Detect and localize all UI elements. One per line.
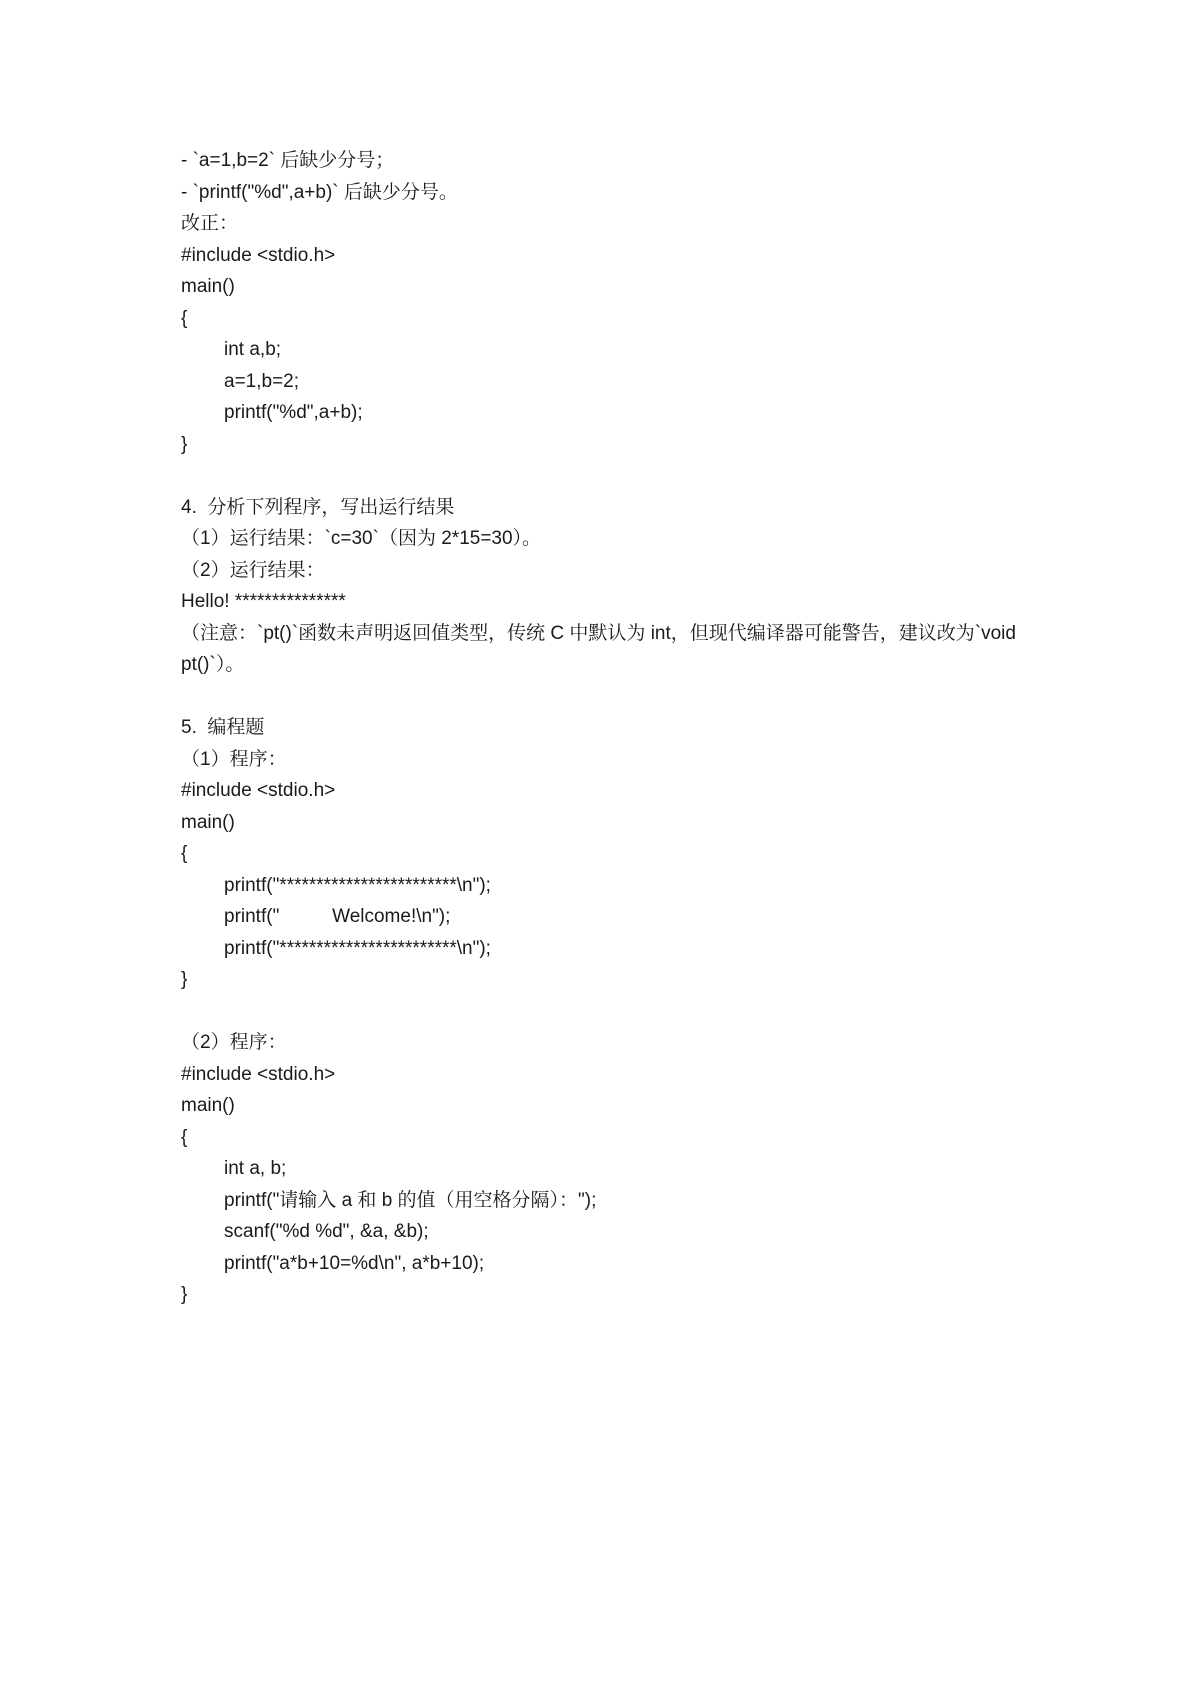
text-line: #include <stdio.h>: [181, 1063, 336, 1085]
code-line-indented: printf("************************\n");: [224, 874, 491, 896]
code-line-indented: int a, b;: [224, 1158, 287, 1179]
text-line: Hello! ***************: [181, 591, 346, 612]
text-line: （2）运行结果：: [181, 559, 325, 581]
text-line: 5. 编程题: [181, 717, 265, 738]
text-line: main(): [181, 811, 235, 833]
blank-line: [181, 460, 1041, 492]
text-line: {: [181, 843, 188, 864]
code-line-indented: printf("请输入 a 和 b 的值（用空格分隔）：");: [224, 1189, 597, 1211]
text-line: 4. 分析下列程序，写出运行结果: [181, 496, 455, 518]
text-line: }: [181, 1284, 188, 1305]
text-line: main(): [181, 276, 235, 297]
code-line-indented: scanf("%d %d", &a, &b);: [224, 1221, 429, 1242]
text-line: （1）程序：: [181, 748, 287, 770]
text-line: }: [181, 433, 188, 455]
text-line: #include <stdio.h>: [181, 244, 336, 266]
document-body: [181, 145, 1041, 1311]
text-line: （注意：`pt()`函数未声明返回值类型，传统 C 中默认为 int，但现代编译器可能警告，建议改为`void pt()`）。: [181, 622, 1022, 675]
code-line-indented: int a,b;: [224, 339, 282, 360]
code-line-indented: printf("a*b+10=%d\n", a*b+10);: [224, 1252, 485, 1274]
code-line-indented: a=1,b=2;: [224, 370, 300, 392]
text-line: 改正：: [181, 213, 239, 234]
blank-line: [181, 996, 1041, 1028]
code-line-indented: printf("%d",a+b);: [224, 402, 363, 423]
code-line-indented: printf(" Welcome!\n");: [224, 906, 451, 927]
text-line: #include <stdio.h>: [181, 780, 336, 801]
text-line: {: [181, 307, 188, 329]
text-line: - `a=1,b=2` 后缺少分号；: [181, 150, 395, 171]
text-line: （1）运行结果：`c=30`（因为 2*15=30）。: [181, 528, 542, 549]
text-line: - `printf("%d",a+b)` 后缺少分号。: [181, 181, 458, 203]
text-line: （2）程序：: [181, 1032, 287, 1053]
text-line: main(): [181, 1095, 235, 1116]
code-line-indented: printf("************************\n");: [224, 937, 491, 959]
text-line: {: [181, 1126, 188, 1148]
text-line: }: [181, 969, 188, 990]
blank-line: [181, 681, 1041, 713]
